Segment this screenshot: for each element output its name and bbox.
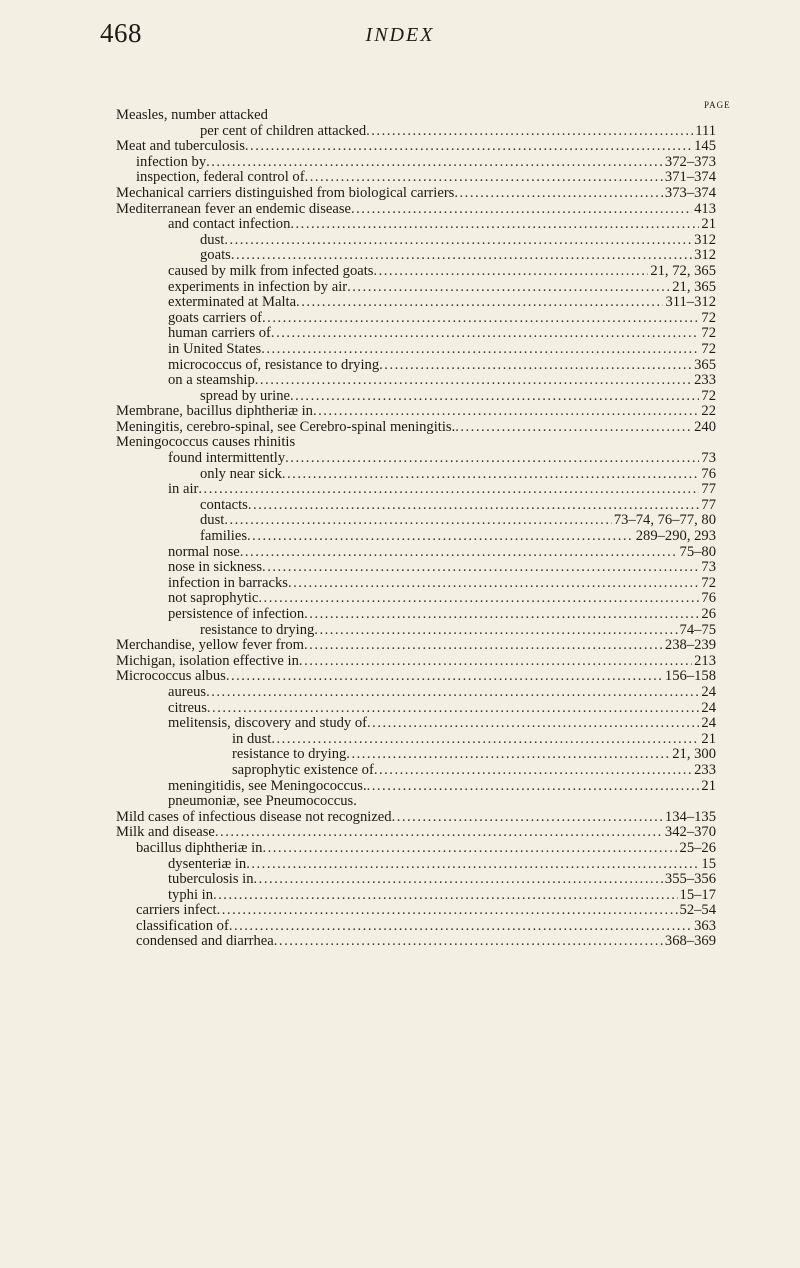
dot-leader [290, 217, 699, 233]
entry-page-ref: 22 [701, 404, 716, 420]
entry-page-ref: 76 [701, 466, 716, 482]
dot-leader [347, 280, 670, 296]
entry-text: Membrane, bacillus diphtheriæ in [116, 404, 313, 420]
entry-page-ref: 72 [701, 575, 716, 591]
dot-leader [367, 779, 700, 795]
entry-page-ref: 413 [694, 201, 716, 217]
entry-page-ref: 238–239 [664, 638, 716, 654]
entry-page-ref: 156–158 [664, 669, 716, 685]
dot-leader [455, 420, 692, 436]
entry-text: Mild cases of infectious disease not recognized [116, 809, 392, 825]
index-entry [116, 404, 716, 420]
index-entry [116, 747, 716, 763]
dot-leader [313, 404, 699, 420]
dot-leader [305, 170, 663, 186]
dot-leader [262, 560, 699, 576]
entry-page-ref: 76 [701, 591, 716, 607]
entry-page-ref: 342–370 [664, 825, 716, 841]
index-entry [116, 498, 716, 514]
entry-text: classification of [136, 918, 229, 934]
entry-text: persistence of infection [168, 607, 305, 622]
dot-leader [373, 264, 648, 280]
entry-page-ref: 233 [694, 373, 716, 389]
index-entry [116, 810, 716, 826]
index-entry [116, 280, 716, 296]
index-entry [116, 732, 716, 748]
index-entry [116, 888, 716, 904]
dot-leader [240, 545, 678, 561]
dot-leader [258, 591, 699, 607]
dot-leader [217, 903, 678, 919]
index-entry [116, 919, 716, 935]
entry-page-ref: 311–312 [665, 295, 716, 311]
entry-text: inspection, federal control of [136, 170, 305, 186]
entry-page-ref: 72 [701, 310, 716, 326]
entry-text: and contact infection [168, 217, 291, 233]
dot-leader [261, 342, 699, 358]
entry-page-ref: 77 [701, 482, 716, 498]
entry-text: citreus [168, 700, 207, 716]
entry-text: melitensis, discovery and study of [168, 716, 368, 732]
index-entry [116, 779, 716, 795]
entry-page-ref: 24 [701, 700, 716, 716]
entry-page-ref: 145 [694, 139, 716, 155]
entry-text: goats carriers of [168, 310, 263, 326]
index-entry [116, 435, 716, 451]
index-entry [116, 358, 716, 374]
dot-leader [206, 155, 663, 171]
entry-text: only near sick [200, 466, 282, 482]
dot-leader [366, 124, 693, 140]
entry-text: dysenteriæ in [168, 856, 247, 872]
index-entry [116, 669, 716, 685]
index-entry [116, 467, 716, 483]
entry-text: in United States [168, 341, 262, 357]
entry-page-ref: 312 [694, 232, 716, 248]
dot-leader [274, 934, 663, 950]
dot-leader [288, 576, 699, 592]
dot-leader [198, 482, 699, 498]
index-entry [116, 576, 716, 592]
dot-leader [392, 810, 663, 826]
index-entry [116, 217, 716, 233]
entry-page-ref: 240 [694, 419, 716, 435]
dot-leader [304, 638, 663, 654]
entry-page-ref: 72 [701, 326, 716, 342]
index-entry [116, 934, 716, 950]
entry-text: typhi in [168, 887, 213, 903]
dot-leader [262, 311, 699, 327]
index-entry [116, 248, 716, 264]
entry-text: Micrococcus albus [116, 669, 226, 685]
entry-text: infection by [136, 154, 207, 170]
entry-text: goats [200, 248, 231, 264]
index-entry [116, 139, 716, 155]
entry-text: Mechanical carriers distinguished from biological carriers [116, 185, 455, 201]
dot-leader [367, 716, 699, 732]
entry-text: Measles, number attacked [116, 108, 268, 123]
index-entry [116, 389, 716, 405]
index-entry [116, 794, 716, 810]
entry-text: condensed and diarrhea [136, 934, 274, 950]
dot-leader [351, 202, 692, 218]
entry-page-ref: 73 [701, 451, 716, 467]
entry-page-ref: 365 [694, 357, 716, 373]
dot-leader [285, 451, 699, 467]
entry-text: per cent of children attacked [200, 123, 367, 139]
entry-text: saprophytic existence of [232, 762, 374, 778]
entry-page-ref: 75–80 [679, 544, 716, 560]
entry-text: families [200, 529, 248, 545]
entry-text: Michigan, isolation effective in [116, 653, 299, 669]
entry-page-ref: 21, 72, 365 [650, 263, 716, 279]
dot-leader [224, 513, 612, 529]
dot-leader [262, 841, 677, 857]
entry-page-ref: 312 [694, 248, 716, 264]
entry-page-ref: 15–17 [679, 887, 716, 903]
entry-page-ref: 24 [701, 684, 716, 700]
entry-text: infection in barracks [168, 575, 288, 591]
entry-text: spread by urine [200, 388, 290, 404]
entry-page-ref: 363 [694, 918, 716, 934]
entry-page-ref: 233 [694, 762, 716, 778]
index-entry [116, 170, 716, 186]
index-entry [116, 342, 716, 358]
entry-page-ref: 368–369 [664, 934, 716, 950]
dot-leader [224, 233, 692, 249]
entry-text: experiments in infection by air [168, 279, 348, 295]
entry-text: resistance to drying [200, 622, 315, 638]
entry-text: on a steamship [168, 373, 255, 389]
index-entry [116, 638, 716, 654]
dot-leader [245, 139, 692, 155]
entry-text: tuberculosis in [168, 872, 254, 888]
entry-page-ref: 15 [701, 856, 716, 872]
dot-leader [454, 186, 663, 202]
index-entry [116, 591, 716, 607]
entry-text: meningitidis, see Meningococcus. [168, 778, 367, 794]
index-entry [116, 264, 716, 280]
index-entry [116, 326, 716, 342]
entry-text: dust [200, 513, 225, 529]
dot-leader [374, 763, 692, 779]
page-column-label: PAGE [704, 100, 731, 110]
dot-leader [299, 654, 692, 670]
entry-text: aureus [168, 684, 207, 700]
entry-text: dust [200, 232, 225, 248]
index-entry [116, 560, 716, 576]
entry-page-ref: 25–26 [679, 840, 716, 856]
entry-text: contacts [200, 497, 248, 513]
entry-text: carriers infect [136, 903, 217, 919]
index-entry [116, 872, 716, 888]
page-number: 468 [100, 18, 142, 48]
entry-page-ref: 134–135 [664, 809, 716, 825]
dot-leader [304, 607, 699, 623]
entry-text: resistance to drying [232, 747, 347, 763]
index-entry [116, 763, 716, 779]
entry-text: Mediterranean fever an endemic disease [116, 201, 351, 217]
dot-leader [248, 498, 700, 514]
entry-text: Merchandise, yellow fever from [116, 638, 305, 654]
index-entry [116, 607, 716, 623]
dot-leader [247, 529, 634, 545]
index-entry [116, 654, 716, 670]
index-entry [116, 373, 716, 389]
entry-page-ref: 371–374 [664, 170, 716, 186]
index-entry [116, 685, 716, 701]
index-entry [116, 108, 716, 124]
index-entry [116, 233, 716, 249]
entry-text: in air [168, 482, 199, 498]
entry-page-ref: 24 [701, 716, 716, 732]
entry-page-ref: 21, 300 [672, 747, 716, 763]
entry-page-ref: 289–290, 293 [635, 529, 716, 545]
index-entry [116, 841, 716, 857]
index-entry [116, 513, 716, 529]
dot-leader [271, 326, 699, 342]
dot-leader [379, 358, 692, 374]
entry-text: found intermittently [168, 451, 286, 467]
index-entry [116, 482, 716, 498]
entry-page-ref: 355–356 [664, 872, 716, 888]
entry-page-ref: 21, 365 [672, 279, 716, 295]
dot-leader [229, 919, 692, 935]
dot-leader [254, 872, 663, 888]
index-entry [116, 825, 716, 841]
entry-page-ref: 213 [694, 653, 716, 669]
entry-text: caused by milk from infected goats [168, 263, 374, 279]
dot-leader [207, 701, 700, 717]
entry-text: human carriers of [168, 326, 271, 342]
entry-page-ref: 21 [701, 731, 716, 747]
index-entry [116, 903, 716, 919]
entry-text: in dust [232, 731, 272, 747]
entry-page-ref: 74–75 [679, 622, 716, 638]
index-entry [116, 124, 716, 140]
entry-text: nose in sickness [168, 560, 263, 576]
entry-text: Meningitis, cerebro-spinal, see Cerebro-spinal meningitis. [116, 419, 456, 435]
entry-page-ref: 52–54 [679, 903, 716, 919]
index-entry [116, 623, 716, 639]
index-entry [116, 716, 716, 732]
entry-page-ref: 373–374 [664, 185, 716, 201]
entry-page-ref: 21 [701, 217, 716, 233]
index-entry [116, 857, 716, 873]
entry-page-ref: 21 [701, 778, 716, 794]
index-entry [116, 420, 716, 436]
index-entry [116, 202, 716, 218]
entry-page-ref: 372–373 [664, 154, 716, 170]
index-list [116, 108, 716, 950]
dot-leader [314, 623, 677, 639]
dot-leader [296, 295, 663, 311]
entry-page-ref: 26 [701, 607, 716, 622]
dot-leader [255, 373, 692, 389]
dot-leader [282, 467, 700, 483]
entry-text: micrococcus of, resistance to drying [168, 357, 380, 373]
index-entry [116, 701, 716, 717]
entry-text: not saprophytic [168, 591, 259, 607]
entry-text: Milk and disease [116, 825, 215, 841]
index-entry [116, 295, 716, 311]
index-entry [116, 529, 716, 545]
dot-leader [206, 685, 699, 701]
entry-text: normal nose [168, 544, 240, 560]
entry-page-ref: 72 [701, 341, 716, 357]
dot-leader [246, 857, 699, 873]
entry-page-ref: 73 [701, 560, 716, 576]
index-entry [116, 451, 716, 467]
index-entry [116, 186, 716, 202]
entry-page-ref: 73–74, 76–77, 80 [613, 513, 716, 529]
entry-text: pneumoniæ, see Pneumococcus. [168, 794, 357, 810]
dot-leader [231, 248, 692, 264]
entry-text: Meningococcus causes rhinitis [116, 435, 296, 451]
index-entry [116, 155, 716, 171]
running-title: INDEX [365, 24, 435, 46]
entry-page-ref: 77 [701, 497, 716, 513]
entry-text: exterminated at Malta [168, 295, 297, 311]
dot-leader [271, 732, 699, 748]
dot-leader [226, 669, 663, 685]
index-entry [116, 311, 716, 327]
entry-text: bacillus diphtheriæ in [136, 840, 263, 856]
index-entry [116, 545, 716, 561]
dot-leader [290, 389, 699, 405]
entry-page-ref: 72 [701, 388, 716, 404]
dot-leader [213, 888, 678, 904]
dot-leader [215, 825, 663, 841]
entry-page-ref: 111 [695, 123, 716, 139]
dot-leader [346, 747, 670, 763]
entry-text: Meat and tuberculosis [116, 139, 245, 155]
